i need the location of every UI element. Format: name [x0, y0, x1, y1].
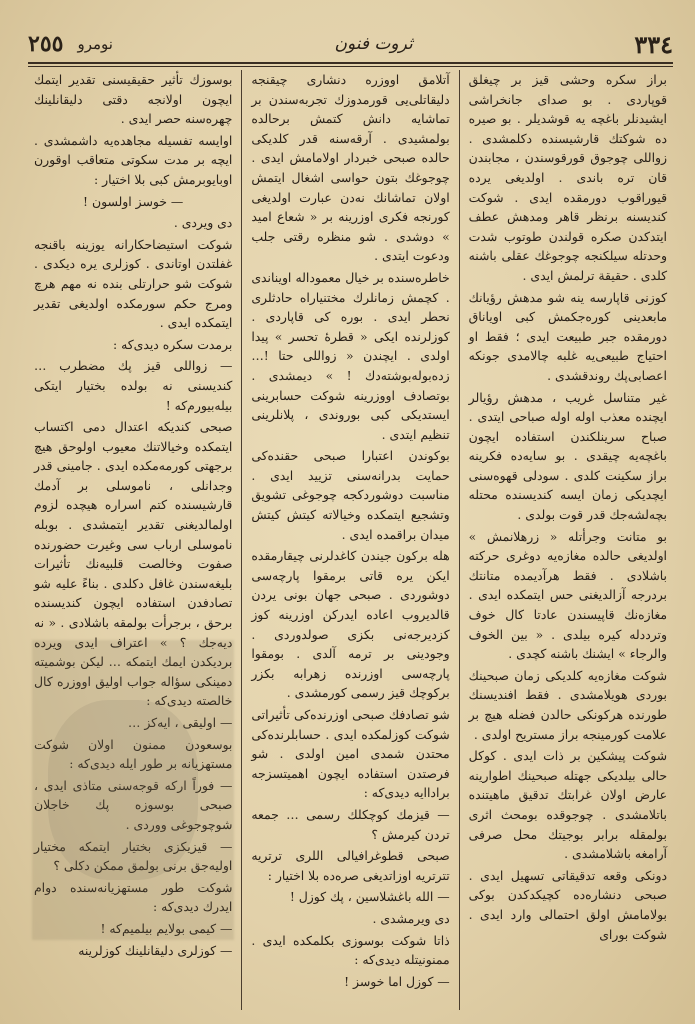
column-divider: [241, 70, 242, 1010]
paragraph: بوكوندن اعتبارا صبحى حقنده‌كى حمايت بدرانه‌سنى تزييد ايدى . مناسبت دوشوردكجه چوجوغى تشويق وتشجيع ايتمكده وخيالاته كيتش كيتش ميدان براقمده ايدى .: [251, 448, 450, 542]
paragraph: برمدت سكره ديدى‌كه :: [112, 336, 233, 352]
paragraph: دى ويرمشدى .: [372, 910, 450, 926]
paragraph: دونكى وقعه تدقيقاتى تسهيل ايدى . صبحى دنشاره‌ده كچيكدكدن بوكى بولامامش اولق احتمالى وارد ايدى . شوكت بوراى: [468, 867, 667, 942]
paragraph: غير متناسل غريب ، مدهش رؤيالر ايچنده معذب اوله اوله صباحى ايتدى . صباح سرينلكندن استفاده ايچون باغچه‌يه چيقدى . بو سايه‌ده فكرينه براز سكينت كلدى . سودلى قهوه‌سنى ايچديكى زمان ايسه كنديسنده محتله بچه‌لشه‌جك قدر قوت بولدى .: [468, 389, 667, 523]
page-header: [28, 26, 673, 62]
column-left: [28, 70, 238, 1010]
paragraph: صبحى قطوغرافيالى اللرى ترتريه تترتريه اوزاتديغى صره‌ده بلا اختيار :: [251, 848, 450, 883]
page-number: ۳۳٤: [634, 29, 673, 59]
column-middle: [245, 70, 455, 1010]
dialogue-line: — كوزل اما خوسز !: [344, 973, 450, 989]
paragraph: دى ويردى .: [173, 215, 233, 231]
paragraph: شوكت مغازه‌يه كلديكى زمان صبحينك بوردى هويلامشدى . فقط افنديسنك طورنده هركونكى حالدن فضله هيچ بر علامت كورمينجه براز مستريح اولدى .: [468, 667, 667, 742]
paragraph: شو تصادفك صبحى اوزرنده‌كى تأثيراتى شوكت كوزلمكده ايدى . حسابلرنده‌كى محتدن شمدى امين اولدى . شو فرصتدن استفاده ايچون اهميتسزجه براداايه ديدى‌كه :: [251, 707, 450, 801]
paragraph: صبحى كنديكه اعتدال دمى اكتساب ايتمكده وخيالاتنك معيوب اولوحق هيچ برجهتى كورمه‌مكده ايدى . جامينى قدر وجدانلى ، ناموسلى بر آدمك قارشيسنده كتم اسراره هيچده لزوم اولمالديغنى تقدير ايتمشدى . بوبله ناموسلى ارباب سى وغيرت حضورنده صفوت وخالصت قلبيه‌نك تأثيرات بليغه‌سندن غافل دكلدى . بناءً عليه شو تصادفدن استفاده ايچون كنديسنده برحق ، برجرأت بولمقه باشلادى . « نه ديه‌جك ؟ » اعتراف ايدى ويرده برديكدن ايمك ايتمكه … ليكن بوشميته دمينكى سؤاله جواب اوليق اووزره كال خالصته ديدى‌كه :: [34, 419, 233, 709]
paragraph: هله بركون جيندن كاغدلرنى چيقارمقده ايكن يره قاتى برمقوا پارچه‌سى دوشوردى . صبحى جهان بونى يردن قالديروب اعاده ايدركن اوزرينه كوز كزديرجه‌نى بكزى صولدوردى . وجودينى بر ترمه آلدى . بومقوا پارچه‌سى اوزرنده زهرابه بكزر بركوچك قيز رسمى كورمشدى .: [251, 548, 450, 701]
paragraph: شوكت استيضاحكارانه يوزينه باقنجه غفلتدن اوتاندى . كوزلرى يره ديكدى . شوكت شو حرارتلى بنده نه مهم هرچ ومرج حكم سورمكده اولديغى تقدير ايتمكده ايدى .: [34, 236, 233, 331]
paragraph: شوكت طور مستهزيانه‌سنده دوام ايدرك ديدى‌كه :: [34, 879, 233, 915]
issue-info: [28, 31, 113, 57]
dialogue-line: — فوراً اركه قوجه‌سنى متاذى ايدى ، صبحى بوسوزه پك خاجلان شوچوجوغى ووردى .: [34, 777, 233, 832]
journal-title: ثروت فنون: [334, 34, 413, 54]
dialogue-line: — قيزيكزى بختيار ايتمكه مختيار اوليه‌جق برنى بولمق ممكن دكلى ؟: [34, 838, 233, 874]
header-rule: [28, 62, 673, 64]
dialogue-line: — اوليقى ، ايه‌كز …: [128, 715, 233, 730]
paragraph: براز سكره وحشى قيز بر چيغلق قوپاردى . بو صداى جانخراشى ايشيدنلر باغچه يه قوشديلر . بو صيره ده شوكتك قارشيسنده دكلمشدى . زواللى چوجوق قورقوسندن ، مجابندن قان تره باندى . اولديغى يرده قيوراقوب دورمقده ايدى . شوكت كنديسنه برنظر قاهر ومدهش عطف ايتدكدن صكره قولندن طوتوب شدت وحدتله سيلكنجه چوجوغك عقلى باشنه كلدى . حقيقة ترلمش ايدى .: [468, 72, 667, 283]
column-divider: [459, 70, 460, 1010]
header-rule-thin: [28, 66, 673, 67]
paragraph: كوزنى قاپارسه ينه شو مدهش رؤيانك مابعدينى كوره‌جكمش كبى اوياناق دورمقده جبر طبيعت ايدى ؛ فقط او احتياج طبيعى‌يه غلبه چالامدى جونكه اعصابى‌پك روندقشدى .: [468, 289, 667, 383]
issue-number: ٢٥٥: [28, 31, 64, 57]
paragraph: اوايسه تفسيله مجاهده‌يه داشمشدى . ايچه بر مدت سكوتى متعاقب اوقورن اوبايوبرمش كبى بلا اختيار :: [34, 132, 233, 187]
issue-label: نومرو: [77, 35, 113, 53]
dialogue-line: — كوزلرى دليقانلينك كوزلرينه: [78, 942, 233, 958]
dialogue-line: — خوسز اولسون !: [83, 193, 184, 209]
paragraph: آتلامق اووزره دنشارى چيقنجه دليقاتلى‌يى قورمدوزك تجربه‌سندن بر تماشايه دانش كتمش برحالده بولمشيدى . آرقه‌سنه قدر كلديكى حالده صبحى خبردار اولامامش ايدى . چوجوغك بتون حواسى اشغال ايتمش اولان تماشانك نه‌دن عبارت اولديغى كورنجه فكرى اوزرينه بر « شعاع اميد » دوشدى . شو منظره رقتى جلب ودعوت ايتدى .: [251, 72, 450, 264]
paragraph: بوسعودن ممنون اولان شوكت مستهزيانه بر طور ايله ديدى‌كه :: [34, 736, 233, 772]
text-columns: [28, 70, 673, 1010]
column-right: [463, 70, 673, 1010]
paragraph: خاطره‌سنده بر خيال معموداله اويناندى . كچمش زمانلرك مختنياراه حادثلرى نحطر ايدى . بوره كى قاپاردى . كوزلرنده ايكى « قطرهٔ تحسر » پيدا اولدى . ايچندن « زواللى حتا !… زده‌بوله‌بوشته‌دك ! » ديمشدى . بوتصادف اووزرينه شوكت حسابرينى ايستديكى كبى بوروندى ، پلانلرينى تنظيم ايتدى .: [251, 269, 450, 442]
dialogue-line: — زواللى قيز پك مضطرب … كنديسنى نه بولده بختيار ايتكى بيله‌بيورم‌كه !: [34, 358, 233, 413]
paragraph: بوسوزك تأثير حقيقيسنى تقدير ايتمك ايچون اولانجه دقتى دليقانلينك چهره‌سنه حصر ايدى .: [34, 72, 233, 127]
paragraph: بو متانت وجرأتله « زرهلانمش » اولديغى حالده مغازه‌يه دوغرى حركته باشلادى . فقط هرآديمده متانتك بردرجه آزالديغنى حس ايتمكده ايدى . مغازه‌نك قاپيسندن عادتا كال خوف وترددله كيره بيلدى . « بين الخوف والرجاء » ايشنك باشنه كچدى .: [468, 528, 667, 662]
dialogue-line: — قيزمك كوچكلك رسمى … جمعه تردن كيرمش ؟: [251, 806, 450, 842]
dialogue-line: — الله باغشلاسين ، پك كوزل !: [289, 889, 450, 905]
paragraph: شوكت پيشكين بر ذات ايدى . كوكل حالى بيلديكى جهتله صبحينك اطوارينه عارض اولان غرابتك تدقيق ماهيتنده باتلامشدى . چوجوقده بومحث اثرى بولمقله برابر بوجيتك محل صرفى آرامغه باشلامشدى .: [468, 748, 667, 862]
paragraph: ذاتا شوكت بوسوزى بكلمكده ايدى . ممنونيتله ديدى‌كه :: [251, 932, 450, 968]
dialogue-line: — كيمى بولايم بيلميم‌كه !: [100, 920, 233, 936]
